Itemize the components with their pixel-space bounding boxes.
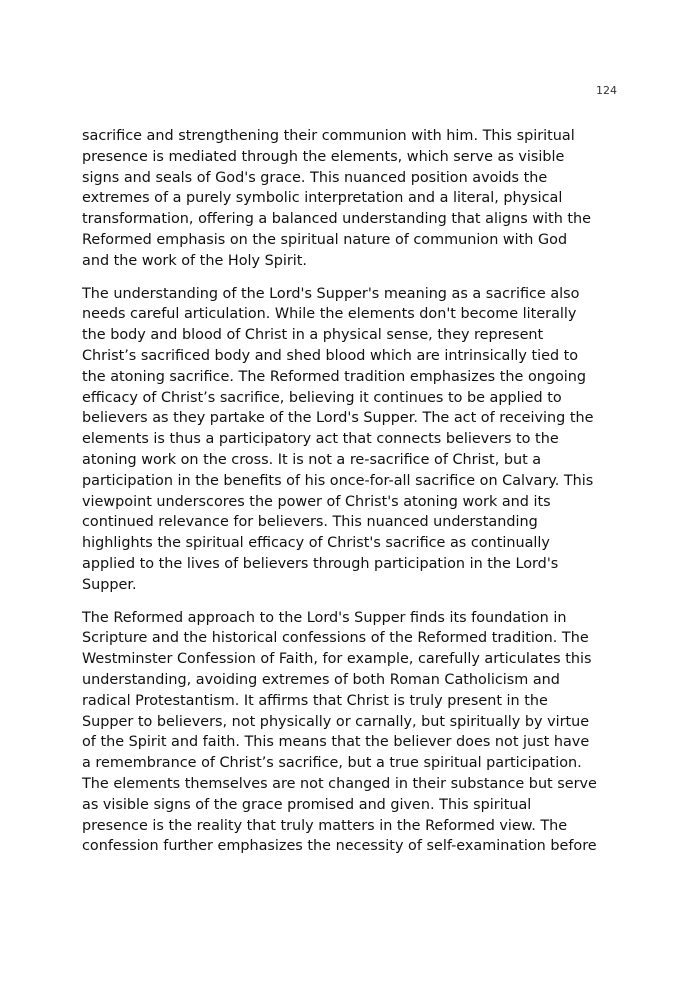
text-line: Supper. (82, 576, 137, 593)
text-line: atoning work on the cross. It is not a re-sacrifice of Christ, but a (82, 451, 542, 468)
text-line: the body and blood of Christ in a physical sense, they represent (82, 327, 544, 344)
text-line: believers as they partake of the Lord's Supper. The act of receiving the (82, 410, 594, 427)
text-line: presence is mediated through the elements, which serve as visible (82, 148, 565, 165)
text-line: of the Spirit and faith. This means that the believer does not just have (82, 734, 590, 751)
text-line: a remembrance of Christ’s sacrifice, but a true spiritual participation. (82, 755, 582, 772)
text-line: signs and seals of God's grace. This nuanced position avoids the (82, 169, 548, 186)
text-line: confession further emphasizes the necessity of self-examination before (82, 838, 597, 855)
body-text (82, 126, 620, 869)
text-line: transformation, offering a balanced understanding that aligns with the (82, 211, 592, 228)
text-line: The elements themselves are not changed in their substance but serve (82, 775, 597, 792)
text-line: The Reformed approach to the Lord's Supper finds its foundation in (82, 609, 567, 626)
text-line: presence is the reality that truly matters in the Reformed view. The (82, 817, 568, 834)
text-line: as visible signs of the grace promised and given. This spiritual (82, 796, 532, 813)
text-line: needs careful articulation. While the elements don't become literally (82, 306, 577, 323)
text-line: Westminster Confession of Faith, for example, carefully articulates this (82, 651, 592, 668)
paragraph-1 (82, 126, 620, 272)
text-line: the atoning sacrifice. The Reformed tradition emphasizes the ongoing (82, 368, 587, 385)
page-number: 124 (596, 84, 617, 97)
text-line: Scripture and the historical confessions of the Reformed tradition. The (82, 630, 589, 647)
text-line: extremes of a purely symbolic interpretation and a literal, physical (82, 190, 563, 207)
text-line: highlights the spiritual efficacy of Christ's sacrifice as continually (82, 535, 550, 552)
text-line: and the work of the Holy Spirit. (82, 252, 307, 269)
text-line: Christ’s sacrificed body and shed blood which are intrinsically tied to (82, 347, 579, 364)
text-line: viewpoint underscores the power of Christ's atoning work and its (82, 493, 551, 510)
text-line: efficacy of Christ’s sacrifice, believing it continues to be applied to (82, 389, 562, 406)
text-line: sacrifice and strengthening their communion with him. This spiritual (82, 128, 575, 144)
text-line: radical Protestantism. It affirms that Christ is truly present in the (82, 692, 548, 709)
paragraph-2 (82, 284, 620, 596)
paragraph-3 (82, 608, 620, 858)
text-line: participation in the benefits of his once-for-all sacrifice on Calvary. This (82, 472, 594, 489)
text-line: Reformed emphasis on the spiritual nature of communion with God (82, 231, 568, 248)
text-line: applied to the lives of believers through participation in the Lord's (82, 555, 559, 572)
text-line: understanding, avoiding extremes of both Roman Catholicism and (82, 671, 560, 688)
text-line: elements is thus a participatory act that connects believers to the (82, 431, 559, 448)
text-line: Supper to believers, not physically or carnally, but spiritually by virtue (82, 713, 590, 730)
text-line: continued relevance for believers. This nuanced understanding (82, 514, 538, 531)
text-line: The understanding of the Lord's Supper's meaning as a sacrifice also (82, 285, 580, 302)
